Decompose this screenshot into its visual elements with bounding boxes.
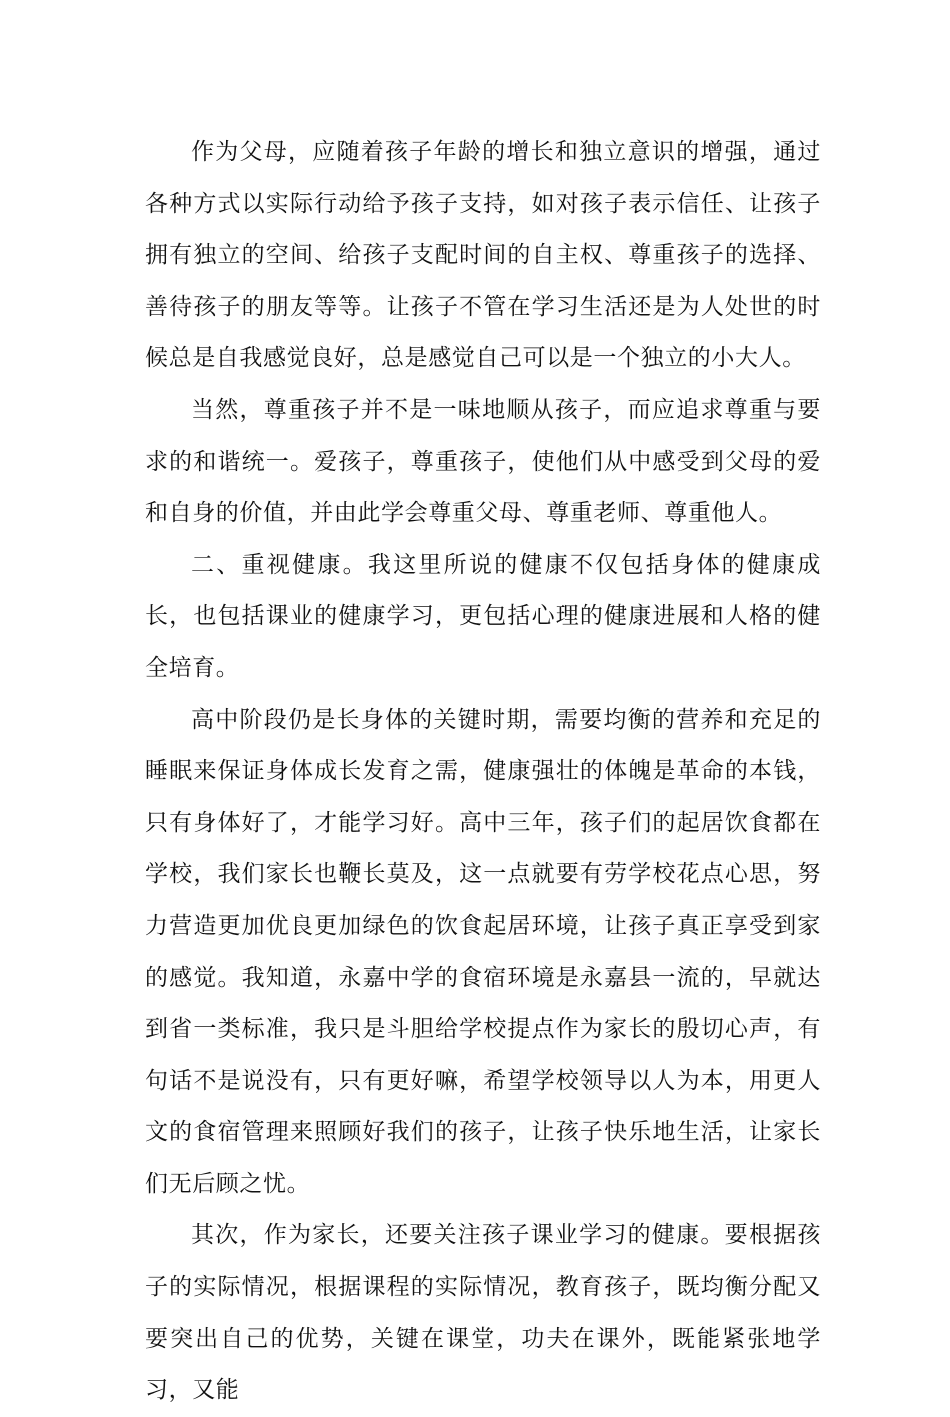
paragraph-respect-and-requirements: 当然，尊重孩子并不是一味地顺从孩子，而应追求尊重与要求的和谐统一。爱孩子，尊重孩子，使他们从中感受到父母的爱和自身的价值，并由此学会尊重父母、尊重老师、尊重他人。 bbox=[145, 396, 821, 527]
paragraph-academic-health: 其次，作为家长，还要关注孩子课业学习的健康。要根据孩子的实际情况，根据课程的实际情况，教育孩子，既均衡分配又要突出自己的优势，关键在课堂，功夫在课外，既能紧张地学习，又能 bbox=[145, 1222, 821, 1404]
paragraph-section-health: 二、重视健康。我这里所说的健康不仅包括身体的健康成长，也包括课业的健康学习，更包括心理的健康进展和人格的健全培育。 bbox=[145, 551, 821, 681]
paragraph-respect-independence: 作为父母，应随着孩子年龄的增长和独立意识的增强，通过各种方式以实际行动给予孩子支持，如对孩子表示信任、让孩子拥有独立的空间、给孩子支配时间的自主权、尊重孩子的选择、善待孩子的朋友等等。让孩子不管在学习生活还是为人处世的时候总是自我感觉良好，总是感觉自己可以是一个独立的小大人。 bbox=[145, 139, 821, 372]
paragraph-physical-health: 高中阶段仍是长身体的关键时期，需要均衡的营养和充足的睡眠来保证身体成长发育之需，健康强壮的体魄是革命的本钱，只有身体好了，才能学习好。高中三年，孩子们的起居饮食都在学校，我们家长也鞭长莫及，这一点就要有劳学校花点心思，努力营造更加优良更加绿色的饮食起居环境，让孩子真正享受到家的感觉。我知道，永嘉中学的食宿环境是永嘉县一流的，早就达到省一类标准，我只是斗胆给学校提点作为家长的殷切心声，有句话不是说没有，只有更好嘛，希望学校领导以人为本，用更人文的食宿管理来照顾好我们的孩子，让孩子快乐地生活，让家长们无后顾之忧。 bbox=[145, 706, 821, 1197]
document-body bbox=[145, 127, 821, 1417]
